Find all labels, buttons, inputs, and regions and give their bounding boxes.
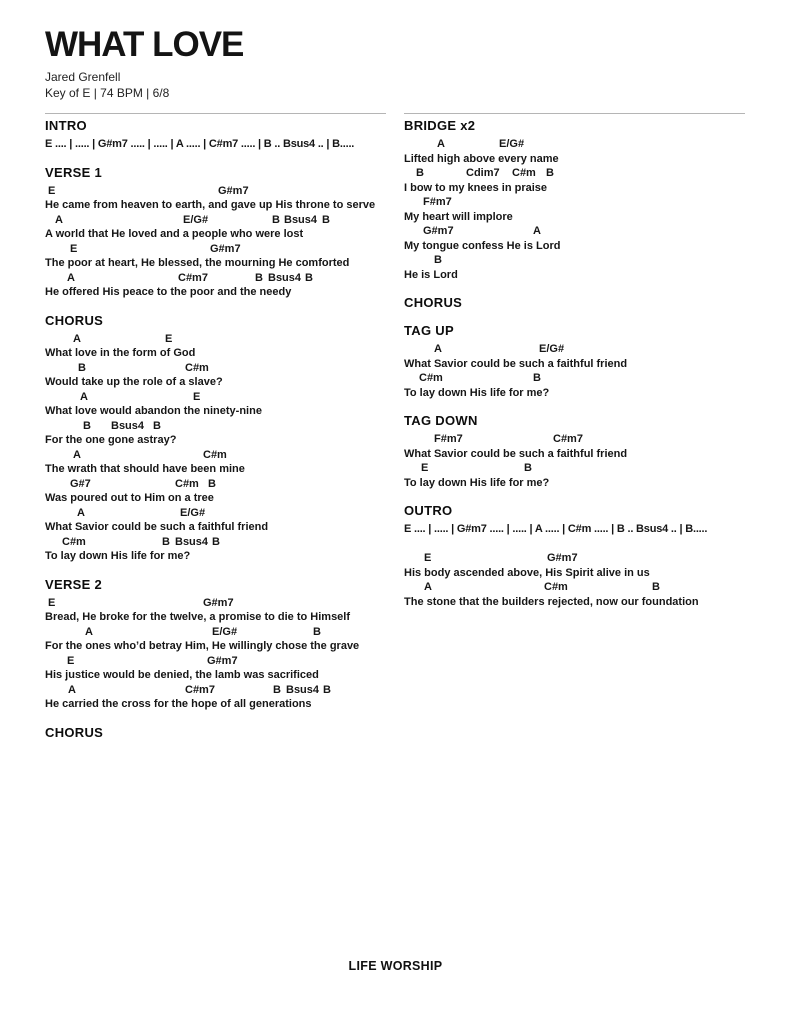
chord: B	[434, 254, 442, 266]
chord-line	[45, 596, 386, 611]
chord: C#m7	[178, 271, 208, 284]
chord: G#m7	[547, 552, 578, 564]
chord: B	[313, 625, 321, 638]
section-chorus-3	[404, 296, 745, 310]
chord: E	[165, 332, 173, 345]
chord: B	[533, 372, 541, 384]
chord: C#m7	[185, 683, 215, 696]
lyric-line: What love in the form of God	[45, 347, 196, 359]
chord-line	[404, 371, 745, 386]
section-outro	[404, 504, 745, 609]
chord: Cdim7	[466, 167, 500, 179]
divider-line-right	[404, 113, 745, 114]
section-heading: BRIDGE x2	[404, 118, 476, 133]
chord: E	[48, 184, 56, 197]
chord-line	[45, 390, 386, 405]
chord: E	[67, 654, 75, 667]
chord: G#m7	[207, 654, 238, 667]
chord: Bsus4	[268, 271, 302, 284]
section-heading: CHORUS	[45, 312, 104, 328]
chord: B	[272, 213, 280, 226]
header-divider	[45, 113, 745, 114]
section-verse-1	[45, 166, 386, 300]
chord: A	[437, 138, 445, 150]
section-heading: CHORUS	[45, 724, 104, 740]
chart-columns	[45, 119, 745, 754]
chord-line	[404, 166, 745, 181]
chord: E	[424, 552, 432, 564]
section-heading: INTRO	[45, 118, 87, 133]
chord: A	[533, 225, 541, 237]
song-author: Jared Grenfell	[45, 70, 121, 84]
chord: A	[73, 448, 81, 461]
lyric-line: Would take up the role of a slave?	[45, 376, 223, 388]
chord: B	[305, 271, 313, 284]
chord: C#m	[185, 361, 209, 374]
chord: B	[524, 462, 532, 474]
lyric-line: He carried the cross for the hope of all generations	[45, 698, 312, 710]
footer-text: LIFE WORSHIP	[348, 959, 443, 973]
chord: C#m	[62, 535, 86, 548]
lyric-line: Was poured out to Him on a tree	[45, 492, 214, 504]
chord: B	[416, 167, 424, 179]
lyric-line: To lay down His life for me?	[404, 386, 550, 399]
chord-line	[45, 477, 386, 492]
chord-line	[404, 580, 745, 595]
section-heading: CHORUS	[404, 295, 463, 310]
chord: E/G#	[183, 213, 209, 226]
chord: B	[78, 361, 86, 374]
chord: E	[70, 242, 78, 255]
lyric-line: My heart will implore	[404, 210, 513, 223]
chord: Bsus4	[284, 213, 318, 226]
chord: A	[424, 581, 432, 593]
blank-line	[404, 537, 745, 552]
lyric-line: Bread, He broke for the twelve, a promise to die to Himself	[45, 611, 351, 623]
lyric-line: He offered His peace to the poor and the needy	[45, 286, 292, 298]
chord: G#m7	[218, 184, 249, 197]
chord: E/G#	[212, 625, 238, 638]
song-key-tempo-meta: Key of E | 74 BPM | 6/8	[45, 86, 170, 100]
chord: Bsus4	[175, 535, 209, 548]
lyric-line: The poor at heart, He blessed, the mourning He comforted	[45, 257, 350, 269]
chord-line	[45, 625, 386, 640]
chord: A	[67, 271, 75, 284]
chord-line	[45, 448, 386, 463]
bars-line: E .... | ..... | G#m7 ..... | ..... | A ..... | C#m ..... | B .. Bsus4 .. | B.....	[404, 523, 708, 535]
chord: B	[323, 683, 331, 696]
chord-line	[45, 184, 386, 199]
column-right	[404, 119, 745, 754]
chord-line	[45, 271, 386, 286]
section-tag-up	[404, 324, 745, 400]
lyric-line: For the ones who’d betray Him, He willingly chose the grave	[45, 640, 360, 652]
chord-line	[45, 242, 386, 257]
divider-line-left	[45, 113, 386, 114]
chord: B	[652, 581, 660, 593]
section-heading: VERSE 2	[45, 576, 103, 592]
chord: F#m7	[434, 433, 463, 445]
chord-line	[45, 654, 386, 669]
chord-line	[404, 137, 745, 152]
chord: E	[193, 390, 201, 403]
chord-line	[404, 461, 745, 476]
chord: C#m	[544, 581, 568, 593]
lyric-line: What Savior could be such a faithful friend	[404, 357, 628, 370]
chord-line	[45, 683, 386, 698]
section-bridge	[404, 119, 745, 282]
chord-line	[404, 195, 745, 210]
lyric-line: His justice would be denied, the lamb was sacrificed	[45, 669, 319, 681]
chord: G#m7	[423, 225, 454, 237]
lyric-line: He came from heaven to earth, and gave up His throne to serve	[45, 199, 376, 211]
chord-line	[404, 551, 745, 566]
section-chorus-2	[45, 726, 386, 740]
lyric-line: He is Lord	[404, 268, 458, 281]
lyric-line: I bow to my knees in praise	[404, 181, 548, 194]
lyric-line: The wrath that should have been mine	[45, 463, 245, 475]
lyric-line: What love would abandon the ninety-nine	[45, 405, 262, 417]
chord-line	[404, 342, 745, 357]
section-chorus-1	[45, 314, 386, 564]
chord: Bsus4	[286, 683, 320, 696]
chord: B	[322, 213, 330, 226]
lyric-line: To lay down His life for me?	[404, 476, 550, 489]
chord-line	[45, 361, 386, 376]
chord-line	[45, 506, 386, 521]
column-left	[45, 119, 386, 754]
chord-line	[45, 535, 386, 550]
chord-line	[45, 419, 386, 434]
lyric-line: Lifted high above every name	[404, 152, 559, 165]
chord: A	[77, 506, 85, 519]
section-intro	[45, 119, 386, 152]
chord-line	[45, 213, 386, 228]
chord-line	[45, 332, 386, 347]
chord: B	[212, 535, 220, 548]
section-heading: VERSE 1	[45, 164, 103, 180]
chord: C#m	[175, 477, 199, 490]
chord-line	[404, 253, 745, 268]
chord: C#m	[419, 372, 443, 384]
section-heading: OUTRO	[404, 503, 453, 518]
chord: F#m7	[423, 196, 452, 208]
chord: G#m7	[210, 242, 241, 255]
chord: A	[73, 332, 81, 345]
chord: A	[434, 343, 442, 355]
page-footer	[0, 959, 791, 973]
song-header	[0, 0, 791, 100]
chord: G#7	[70, 477, 91, 490]
section-heading: TAG UP	[404, 323, 454, 338]
chord: A	[85, 625, 93, 638]
chord: C#m	[203, 448, 227, 461]
lyric-line: A world that He loved and a people who were lost	[45, 228, 304, 240]
song-title: WHAT LOVE	[45, 25, 244, 64]
chord: B	[208, 477, 216, 490]
chord: G#m7	[203, 596, 234, 609]
chord: B	[83, 419, 91, 432]
chord: B	[546, 167, 554, 179]
chord: C#m7	[553, 433, 583, 445]
chord: C#m	[512, 167, 536, 179]
chord: E/G#	[539, 343, 565, 355]
lyric-line: The stone that the builders rejected, now our foundation	[404, 595, 699, 608]
lyric-line: What Savior could be such a faithful friend	[45, 521, 269, 533]
chord: A	[80, 390, 88, 403]
bars-line: E .... | ..... | G#m7 ..... | ..... | A ..... | C#m7 ..... | B .. Bsus4 .. | B.....	[45, 138, 355, 150]
section-tag-down	[404, 414, 745, 490]
chord: E/G#	[499, 138, 525, 150]
chord: B	[273, 683, 281, 696]
chord: E	[421, 462, 429, 474]
chord: E	[48, 596, 56, 609]
lyric-line: What Savior could be such a faithful friend	[404, 447, 628, 460]
chord: Bsus4	[111, 419, 145, 432]
chord: A	[55, 213, 63, 226]
lyric-line: To lay down His life for me?	[45, 550, 191, 562]
chord: B	[162, 535, 170, 548]
chord: B	[255, 271, 263, 284]
section-verse-2	[45, 578, 386, 712]
chord: E/G#	[180, 506, 206, 519]
chord-line	[404, 432, 745, 447]
section-heading: TAG DOWN	[404, 413, 478, 428]
lyric-line: For the one gone astray?	[45, 434, 177, 446]
chord: B	[153, 419, 161, 432]
lyric-line: His body ascended above, His Spirit alive in us	[404, 566, 650, 579]
chord-line	[404, 224, 745, 239]
lyric-line: My tongue confess He is Lord	[404, 239, 561, 252]
chord: A	[68, 683, 76, 696]
